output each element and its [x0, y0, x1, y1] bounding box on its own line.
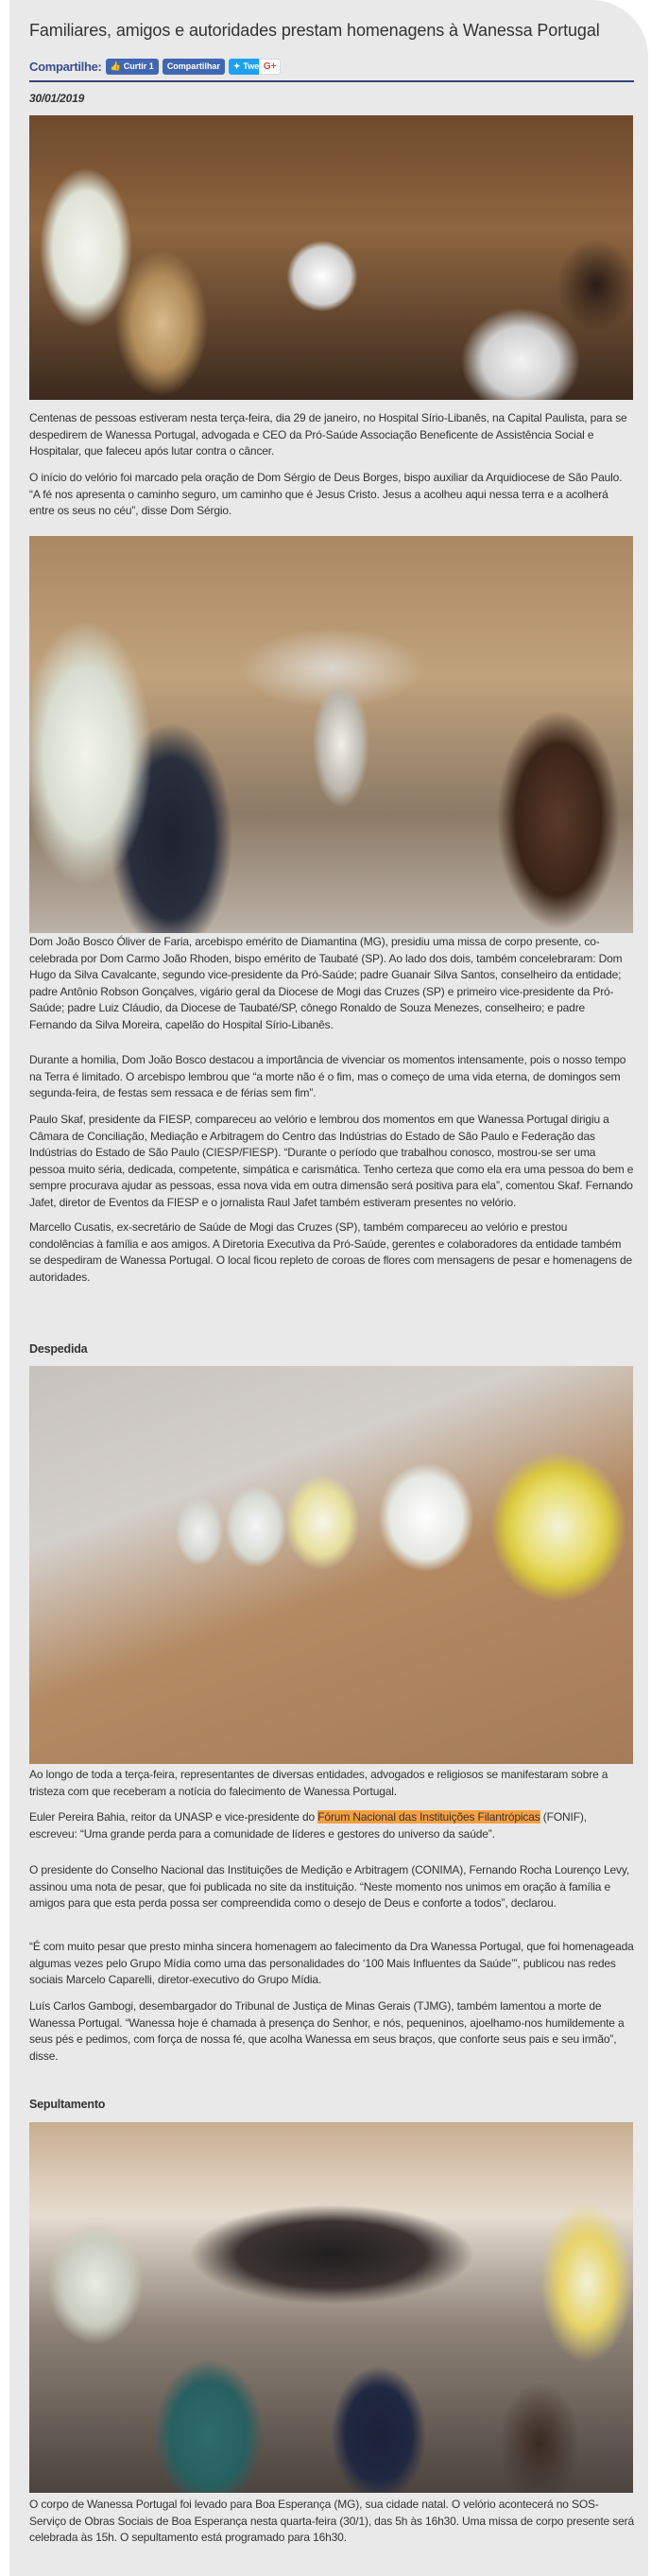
photo-velorio-missa: [29, 115, 633, 400]
paragraph: Centenas de pessoas estiveram nesta terça-feira, dia 29 de janeiro, no Hospital Sírio-Libanês, na Capital Paulista, para se despedirem de Wanessa Portugal, advogada e CEO da Pró-Saúde Associação Beneficente de Assistência Social e Hospitalar, que faleceu após lutar contra o câncer.: [29, 411, 627, 458]
facebook-share-button[interactable]: [163, 59, 225, 75]
facebook-like-button[interactable]: [106, 59, 159, 75]
paragraph: [29, 1809, 634, 1842]
twitter-bird-icon: ✦: [232, 61, 241, 71]
article-date: 30/01/2019: [29, 92, 85, 105]
paragraph: O presidente do Conselho Nacional das Instituições de Medição e Arbitragem (CONIMA), Fernando Rocha Lourenço Levy, assinou uma nota de pesar, que foi publicada no site da instituição. “Neste momento nos unimos em oração à família e amigos para que esta perda possa ser compreendida como o desejo de Deus e conforte a todos”, declarou.: [29, 1863, 630, 1910]
photo-sepultamento: [29, 2122, 633, 2493]
paragraph: Marcello Cusatis, ex-secretário de Saúde de Mogi das Cruzes (SP), também compareceu ao velório e prestou condolências à família e aos amigos. A Diretoria Executiva da Pró-Saúde, gerentes e colaboradores da entidade também se despediram de Wanessa Portugal. O local ficou repleto de coroas de flores com mensagens de pesar e homenagens de autoridades.: [29, 1220, 633, 1284]
paragraph-text: Euler Pereira Bahia, reitor da UNASP e vice-presidente do: [29, 1810, 318, 1824]
paragraph: O corpo de Wanessa Portugal foi levado para Boa Esperança (MG), sua cidade natal. O velório acontecerá no SOS-Serviço de Obras Sociais de Boa Esperança nesta quarta-feira (30/1), das 5h às 16h30. Uma missa de corpo presente será celebrada às 15h. O sepultamento está programado para 16h30.: [29, 2498, 634, 2545]
section-heading-despedida: Despedida: [29, 1342, 88, 1356]
article-title: Familiares, amigos e autoridades prestam homenagens à Wanessa Portugal: [29, 21, 600, 40]
share-label: Compartilhe:: [29, 59, 102, 74]
highlighted-link-fonif[interactable]: Fórum Nacional das Instituições Filantrópicas: [317, 1810, 540, 1824]
paragraph-text: (FONIF), escreveu: “Uma grande perda para a comunidade de líderes e gestores do universo da saúde”.: [29, 1810, 587, 1841]
paragraph: Durante a homilia, Dom João Bosco destacou a importância de vivenciar os momentos intensamente, pois o nosso tempo na Terra é limitado. O arcebispo lembrou que “a morte não é o fim, mas o começo de uma vida eterna, de domingos sem segunda-feira, de festas sem ressaca e de férias sem fim”.: [29, 1053, 626, 1100]
paragraph: Luís Carlos Gambogi, desembargador do Tribunal de Justiça de Minas Gerais (TJMG), também lamentou a morte de Wanessa Portugal. “Wanessa hoje é chamada à presença do Senhor, e nós, pequeninos, ajoelhamo-nos humildemente a seus pés e pedimos, com força de nossa fé, que acolha Wanessa em seus braços, que conforte seus pais e seu irmão”, disse.: [29, 1999, 625, 2063]
share-button-label: Compartilhar: [166, 61, 220, 71]
like-label: Curtir 1: [123, 61, 154, 71]
paragraph: O início do velório foi marcado pela oração de Dom Sérgio de Deus Borges, bispo auxiliar da Arquidiocese de São Paulo. “A fé nos apresenta o caminho seguro, um caminho que é Jesus Cristo. Jesus a acolheu aqui nessa terra e a acolherá entre os seus no céu”, disse Dom Sérgio.: [29, 471, 623, 518]
paragraph: “É com muito pesar que presto minha sincera homenagem ao falecimento da Dra Wanessa Portugal, que foi homenageada algumas vezes pelo Grupo Mídia como uma das personalidades do ‘100 Mais Influentes da Saúde’”, publicou nas redes sociais Marcelo Caparelli, diretor-executivo do Grupo Mídia.: [29, 1940, 634, 1987]
section-heading-sepultamento: Sepultamento: [29, 2098, 106, 2111]
tweet-button[interactable]: [229, 59, 259, 75]
paragraph: Paulo Skaf, presidente da FIESP, compareceu ao velório e lembrou dos momentos em que Wanessa Portugal dirigiu a Câmara de Conciliação, Mediação e Arbitragem do Centro das Indústrias do Estado de São Paulo e Federação das Indústrias do Estado de São Paulo (CIESP/FIESP). “Durante o período que trabalhou conosco, mostrou-se ser uma pessoa muito séria, dedicada, competente, simpática e carismática. Tenho certeza que como ela era uma pessoa do bem e sempre procurava ajudar as pessoas, essa nova vida em outra dimensão será positiva para ela”, comentou Skaf. Fernando Jafet, diretor de Eventos da FIESP e o jornalista Raul Jafet também estiveram presentes no velório.: [29, 1113, 634, 1209]
photo-dom-joao-bosco: [29, 536, 633, 933]
google-plus-icon: G+: [263, 61, 277, 72]
title-divider: [29, 80, 634, 82]
tweet-label: Twe: [243, 61, 259, 71]
paragraph: Dom João Bosco Óliver de Faria, arcebispo emérito de Diamantina (MG), presidiu uma missa de corpo presente, co-celebrada por Dom Carmo João Rhoden, bispo emérito de Taubaté (SP). Ao lado dos dois, também concelebraram: Dom Hugo da Silva Cavalcante, segundo vice-presidente da Pró-Saúde; padre Guanair Silva Santos, conselheiro da entidade; padre Antônio Robson Gonçalves, vigário geral da Diocese de Mogi das Cruzes (SP) e primeiro vice-presidente da Pró-Saúde; padre Luiz Cláudio, da Diocese de Taubaté/SP, cônego Ronaldo de Souza Menezes, conselheiro; e padre Fernando da Silva Moreira, capelão do Hospital Sírio-Libanês.: [29, 935, 623, 1031]
photo-coroas-de-flores: [29, 1366, 633, 1764]
google-plus-button[interactable]: [259, 59, 282, 75]
share-bar: [29, 58, 284, 75]
thumbs-up-icon: 👍: [110, 61, 121, 71]
paragraph: Ao longo de toda a terça-feira, representantes de diversas entidades, advogados e religiosos se manifestaram sobre a tristeza com que receberam a notícia do falecimento de Wanessa Portugal.: [29, 1768, 608, 1798]
